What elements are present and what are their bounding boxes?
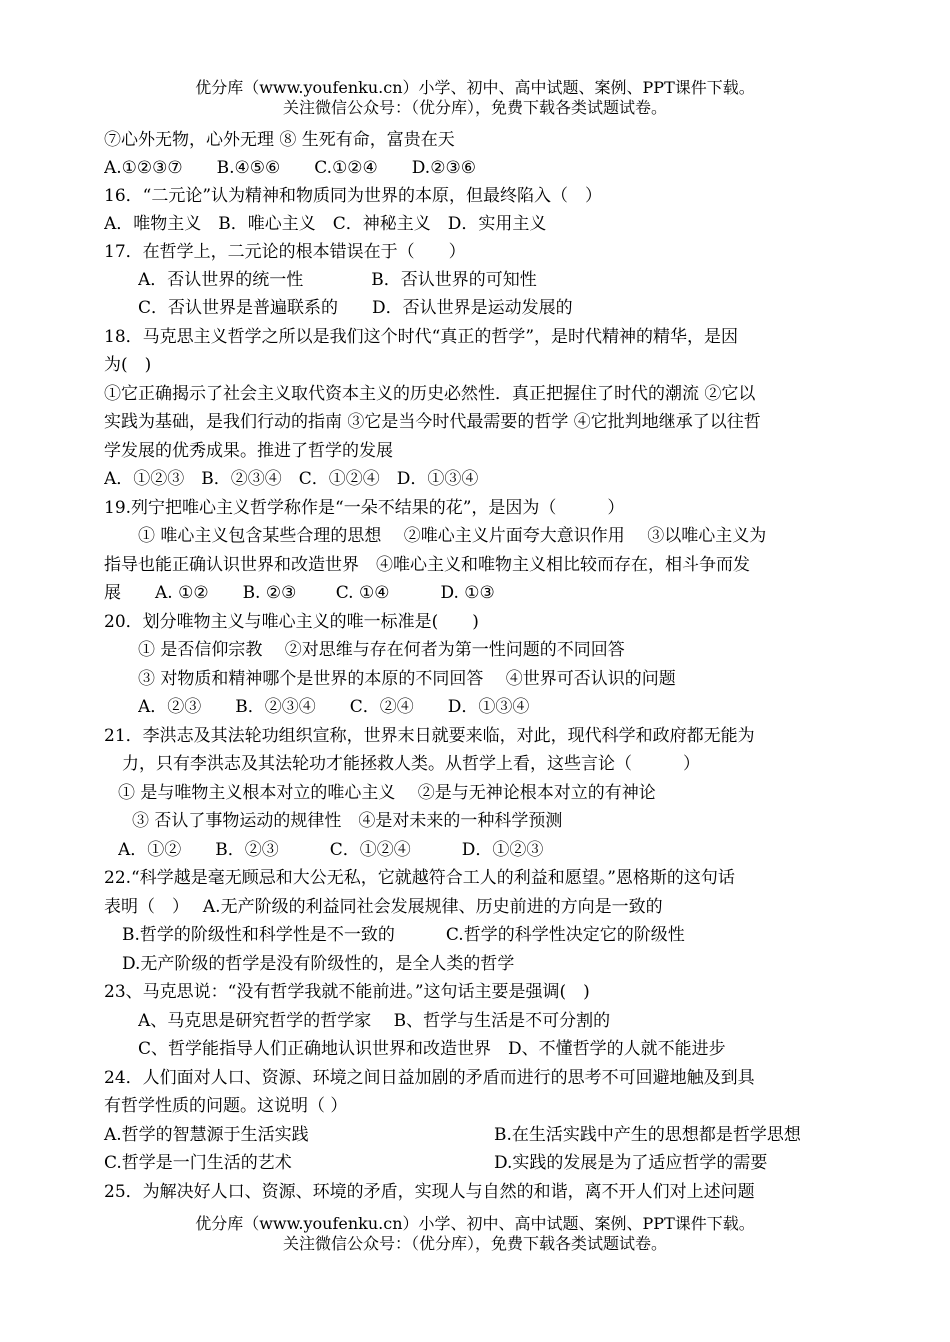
question-19-statements-2: 指导也能正确认识世界和改造世界 ④唯心主义和唯物主义相比较而存在，相斗争而发 [104, 555, 750, 575]
question-18-cont: 为( ) [104, 355, 152, 375]
question-18-choices: A．①②③ B．②③④ C．①②④ D．①③④ [104, 469, 479, 489]
question-15-choices: A.①②③⑦ B.④⑤⑥ C.①②④ D.②③⑥ [104, 158, 476, 178]
question-19-choices: 展 A. ①② B. ②③ C. ①④ D. ①③ [104, 583, 495, 603]
question-21-cont: 力，只有李洪志及其法轮功才能拯救人类。从哲学上看，这些言论（ ） [122, 754, 700, 774]
question-23-choices-cd: C、哲学能指导人们正确地认识世界和改造世界 D、不懂哲学的人就不能进步 [138, 1039, 726, 1059]
question-25: 25．为解决好人口、资源、环境的矛盾，实现人与自然的和谐，离不开人们对上述问题 [104, 1182, 755, 1202]
question-24: 24．人们面对人口、资源、环境之间日益加剧的矛盾而进行的思考不可回避地触及到具 [104, 1068, 755, 1088]
question-18: 18．马克思主义哲学之所以是我们这个时代“真正的哲学”，是时代精神的精华，是因 [104, 327, 739, 347]
question-21-choices: A．①② B．②③ C．①②④ D．①②③ [118, 840, 544, 860]
question-21-statements-2: ③ 否认了事物运动的规律性 ④是对未来的一种科学预测 [132, 811, 563, 831]
question-20-statements-1: ① 是否信仰宗教 ②对思维与存在何者为第一性问题的不同回答 [138, 640, 625, 660]
question-24-choice-a: A.哲学的智慧源于生活实践 [104, 1125, 309, 1145]
question-21: 21．李洪志及其法轮功组织宣称，世界末日就要来临，对此，现代科学和政府都无能为 [104, 726, 755, 746]
question-15-options-tail: ⑦心外无物，心外无理 ⑧ 生死有命，富贵在天 [104, 130, 455, 150]
question-17-choices-ab: A．否认世界的统一性 B．否认世界的可知性 [138, 270, 537, 290]
footer-line-1: 优分库（www.youfenku.cn）小学、初中、高中试题、案例、PPT课件下载。 [195, 1214, 755, 1233]
question-24-cont: 有哲学性质的问题。这说明（ ） [104, 1096, 348, 1116]
question-21-statements-1: ① 是与唯物主义根本对立的唯心主义 ②是与无神论根本对立的有神论 [118, 783, 656, 803]
question-17-choices-cd: C．否认世界是普遍联系的 D．否认世界是运动发展的 [138, 298, 573, 318]
question-23: 23、马克思说：“没有哲学我就不能前进。”这句话主要是强调( ) [104, 982, 590, 1002]
question-18-statements-1: ①它正确揭示了社会主义取代资本主义的历史必然性．真正把握住了时代的潮流 ②它以 [104, 384, 756, 404]
question-18-statements-3: 学发展的优秀成果。推进了哲学的发展 [104, 441, 393, 461]
question-20-choices: A．②③ B．②③④ C．②④ D．①③④ [138, 697, 530, 717]
question-18-statements-2: 实践为基础，是我们行动的指南 ③它是当今时代最需要的哲学 ④它批判地继承了以往哲 [104, 412, 761, 432]
question-17: 17．在哲学上，二元论的根本错误在于（ ） [104, 242, 466, 262]
question-22-choice-d: D.无产阶级的哲学是没有阶级性的，是全人类的哲学 [122, 954, 515, 974]
header-line-1: 优分库（www.youfenku.cn）小学、初中、高中试题、案例、PPT课件下载。 [195, 78, 755, 97]
question-22-choice-a: 表明（ ） A.无产阶级的利益同社会发展规律、历史前进的方向是一致的 [104, 897, 663, 917]
question-16-choices: A．唯物主义 B．唯心主义 C．神秘主义 D．实用主义 [104, 214, 547, 234]
question-22: 22.“科学越是毫无顾忌和大公无私，它就越符合工人的利益和愿望。”恩格斯的这句话 [104, 868, 735, 888]
question-20: 20．划分唯物主义与唯心主义的唯一标准是( ) [104, 612, 479, 632]
header-line-2: 关注微信公众号：（优分库），免费下载各类试题试卷。 [282, 98, 667, 117]
question-24-choice-c: C.哲学是一门生活的艺术 [104, 1153, 292, 1173]
question-23-choices-ab: A、马克思是研究哲学的哲学家 B、哲学与生活是不可分割的 [138, 1011, 611, 1031]
question-20-statements-2: ③ 对物质和精神哪个是世界的本原的不同回答 ④世界可否认识的问题 [138, 669, 676, 689]
footer-line-2: 关注微信公众号：（优分库），免费下载各类试题试卷。 [282, 1234, 667, 1253]
question-19: 19.列宁把唯心主义哲学称作是“一朵不结果的花”，是因为（ ） [104, 498, 625, 518]
question-24-choice-d: D.实践的发展是为了适应哲学的需要 [494, 1153, 768, 1173]
question-24-choice-b: B.在生活实践中产生的思想都是哲学思想 [494, 1125, 801, 1145]
question-19-statements-1: ① 唯心主义包含某些合理的思想 ②唯心主义片面夸大意识作用 ③以唯心主义为 [138, 526, 767, 546]
question-16: 16．“二元论”认为精神和物质同为世界的本原，但最终陷入（ ） [104, 186, 603, 206]
question-22-choices-bc: B.哲学的阶级性和科学性是不一致的 C.哲学的科学性决定它的阶级性 [122, 925, 685, 945]
